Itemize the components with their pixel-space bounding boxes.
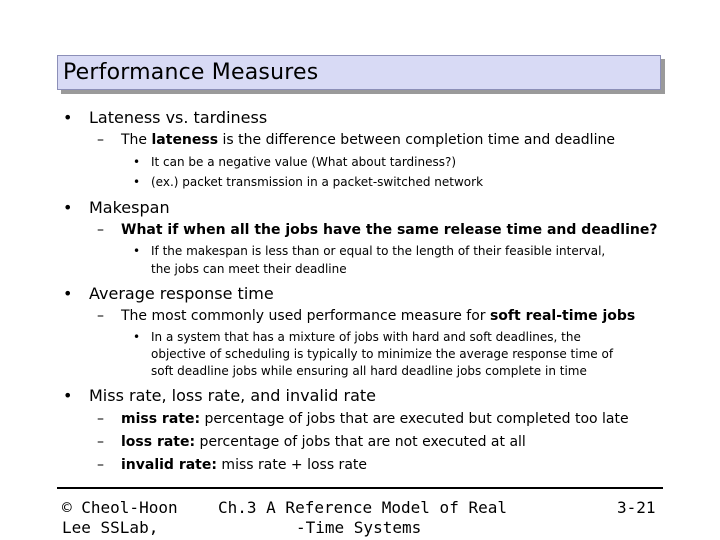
bullet-marker: • xyxy=(133,330,141,344)
response-time-note-line3: soft deadline jobs while ensuring all hard deadline jobs complete in time xyxy=(151,364,587,378)
loss-rate-definition: loss rate: percentage of jobs that are not executed at all xyxy=(121,434,526,450)
invalid-rate-definition: invalid rate: miss rate + loss rate xyxy=(121,457,367,473)
makespan-note-line1: If the makespan is less than or equal to the length of their feasible interval, xyxy=(151,244,606,258)
makespan-question: What if when all the jobs have the same release time and deadline? xyxy=(121,222,658,238)
page-number: 3-21 xyxy=(617,498,656,517)
lateness-definition: The lateness is the difference between completion time and deadline xyxy=(121,132,615,148)
dash-marker: – xyxy=(97,222,104,238)
dash-marker: – xyxy=(97,434,104,450)
miss-rate-definition: miss rate: percentage of jobs that are executed but completed too late xyxy=(121,411,629,427)
footer-author-line1: © Cheol-Hoon xyxy=(62,498,178,517)
dash-marker: – xyxy=(97,308,104,324)
bullet-marker: • xyxy=(133,244,141,258)
makespan-note-line2: the jobs can meet their deadline xyxy=(151,262,347,276)
slide-title: Performance Measures xyxy=(63,60,319,85)
response-time-note-line2: objective of scheduling is typically to minimize the average response time of xyxy=(151,347,614,361)
dash-marker: – xyxy=(97,132,104,148)
lateness-note-negative: It can be a negative value (What about tardiness?) xyxy=(151,155,457,169)
footer-chapter-line1: Ch.3 A Reference Model of Real xyxy=(218,498,507,517)
bullet-marker: • xyxy=(63,284,73,303)
lateness-note-example: (ex.) packet transmission in a packet-switched network xyxy=(151,175,484,189)
footer-divider xyxy=(57,487,663,489)
bullet-makespan: Makespan xyxy=(89,198,170,217)
dash-marker: – xyxy=(97,457,104,473)
response-time-note-line1: In a system that has a mixture of jobs with hard and soft deadlines, the xyxy=(151,330,581,344)
footer-chapter-line2: -Time Systems xyxy=(296,518,422,537)
bullet-marker: • xyxy=(63,386,73,405)
slide-title-box xyxy=(57,55,661,90)
bullet-marker: • xyxy=(63,108,73,127)
bullet-miss-loss-invalid-rate: Miss rate, loss rate, and invalid rate xyxy=(89,386,377,405)
bullet-average-response-time: Average response time xyxy=(89,284,274,303)
response-time-definition: The most commonly used performance measure for soft real-time jobs xyxy=(121,308,636,324)
footer-author-line2: Lee SSLab, xyxy=(62,518,159,537)
bullet-marker: • xyxy=(133,175,141,189)
dash-marker: – xyxy=(97,411,104,427)
bullet-marker: • xyxy=(63,198,73,217)
bullet-marker: • xyxy=(133,155,141,169)
bullet-lateness-vs-tardiness: Lateness vs. tardiness xyxy=(89,108,268,127)
